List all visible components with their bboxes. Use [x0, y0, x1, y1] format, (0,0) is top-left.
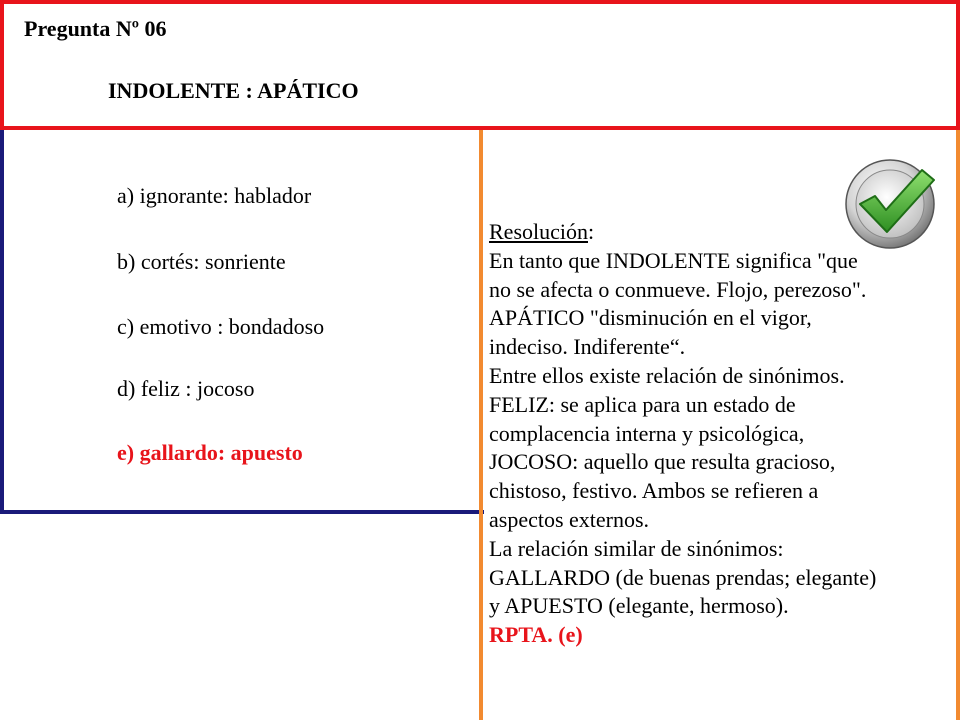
- resolution-line: y APUESTO (elegante, hermoso).: [489, 593, 789, 619]
- option-b: b) cortés: sonriente: [117, 249, 286, 274]
- resolution-line: En tanto que INDOLENTE significa "que: [489, 247, 858, 273]
- resolution-line: chistoso, festivo. Ambos se refieren a: [489, 478, 819, 504]
- analogy-pair: INDOLENTE : APÁTICO: [108, 78, 359, 103]
- option-e-correct: e) gallardo: apuesto: [117, 440, 303, 465]
- question-number: Pregunta Nº 06: [24, 16, 167, 41]
- resolution-line: Entre ellos existe relación de sinónimos.: [489, 362, 845, 388]
- resolution-title: Resolución: [489, 219, 588, 244]
- resolution-line: La relación similar de sinónimos:: [489, 535, 784, 561]
- option-c: c) emotivo : bondadoso: [117, 314, 325, 339]
- resolution-line: no se afecta o conmueve. Flojo, perezoso".: [489, 276, 867, 302]
- resolution-line: aspectos externos.: [489, 506, 650, 532]
- resolution-line: APÁTICO "disminución en el vigor,: [489, 305, 812, 331]
- option-d: d) feliz : jocoso: [117, 376, 255, 401]
- resolution-text: [489, 218, 960, 650]
- resolution-line: GALLARDO (de buenas prendas; elegante): [489, 564, 877, 590]
- resolution-heading: [489, 218, 960, 247]
- question-header: [0, 0, 960, 130]
- resolution-line: complacencia interna y psicológica,: [489, 420, 805, 446]
- resolution-line: JOCOSO: aquello que resulta gracioso,: [489, 449, 836, 475]
- option-a: a) ignorante: hablador: [117, 183, 312, 208]
- resolution-line: FELIZ: se aplica para un estado de: [489, 391, 796, 417]
- answer-label: RPTA. (e): [489, 622, 583, 648]
- resolution-line: indeciso. Indiferente“.: [489, 334, 686, 360]
- resolution-title-colon: :: [588, 219, 595, 244]
